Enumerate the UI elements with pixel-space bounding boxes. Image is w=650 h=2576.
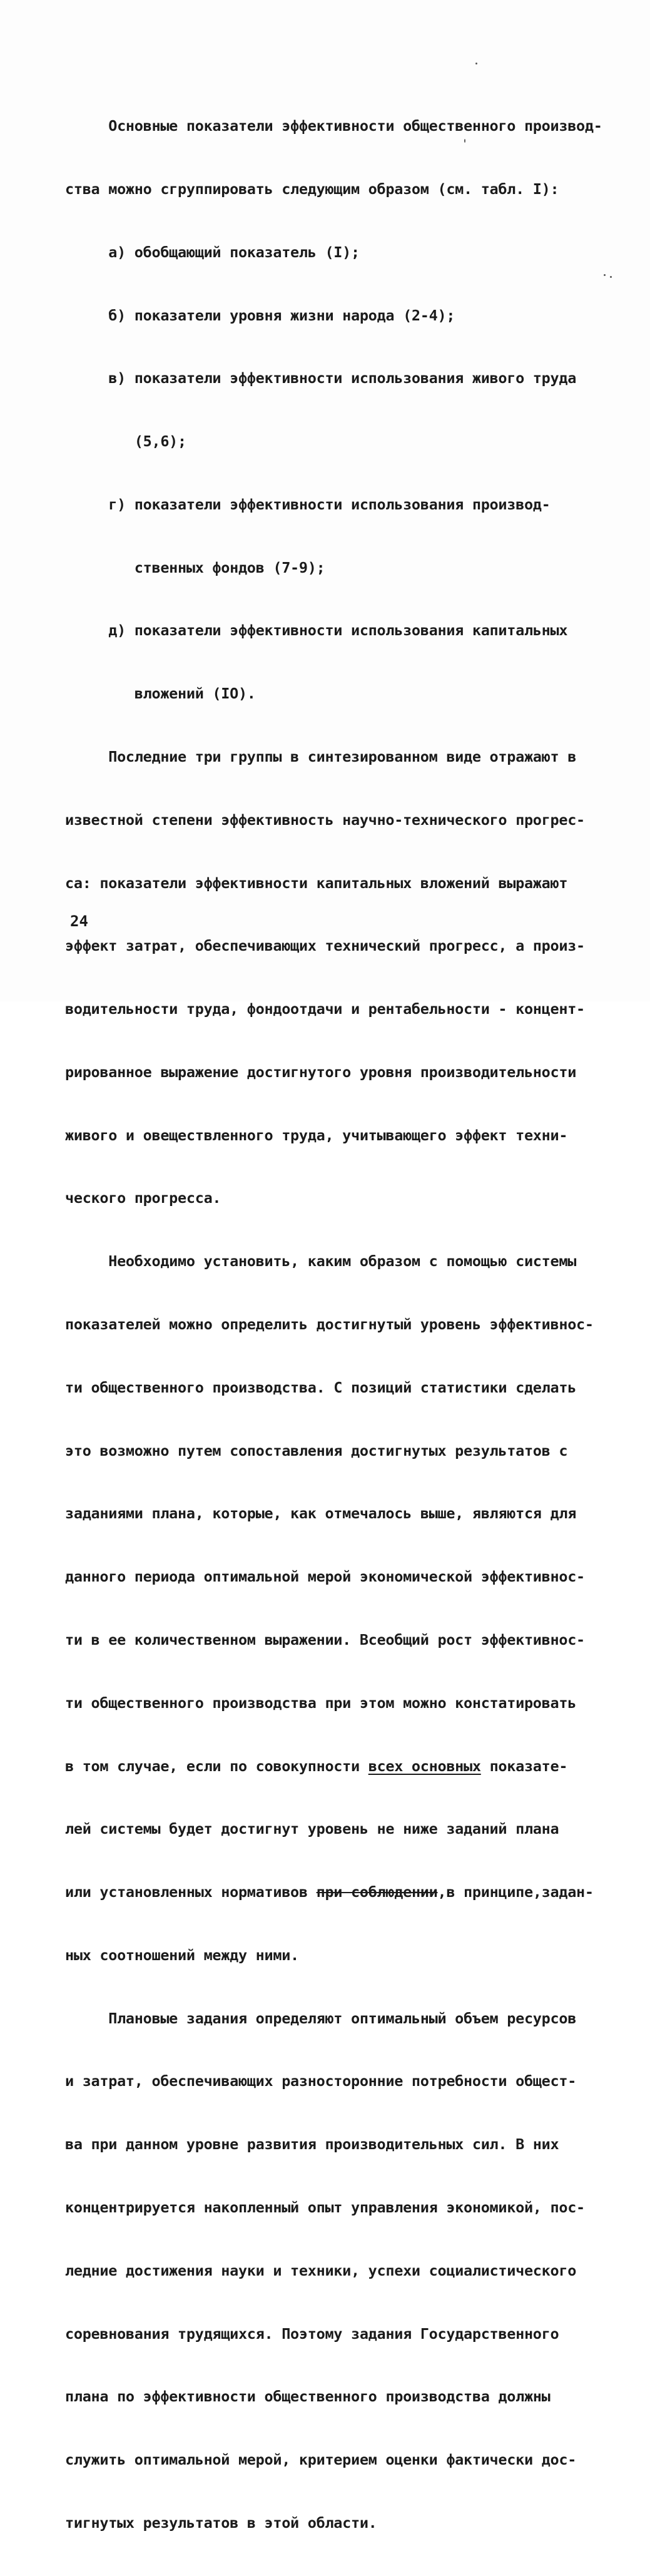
text-line: ти общественного производства. С позиций статистики сделать — [65, 1378, 577, 1396]
text-line: плана по эффективности общественного производства должны — [65, 2388, 551, 2406]
text-line: концентрируется накопленный опыт управления экономикой, пос- — [65, 2198, 585, 2216]
underlined-text: всех основных — [368, 1757, 481, 1775]
text-line: водительности труда, фондоотдачи и рентабельности - концент- — [65, 1000, 585, 1018]
text-line: ства можно сгруппировать следующим образом (см. табл. I): — [65, 180, 559, 198]
text-line: эффект затрат, обеспечивающих технический прогресс, а произ- — [65, 937, 585, 955]
text-line — [65, 1756, 603, 1777]
text-line: Необходимо установить, каким образом с помощью системы — [65, 1252, 577, 1270]
text-fragment: или установленных нормативов — [65, 1883, 317, 1901]
text-line: соревнования трудящихся. Поэтому задания Государственного — [65, 2324, 559, 2343]
list-item-a: а) обобщающий показатель (I); — [65, 243, 360, 261]
text-line: ва при данном уровне развития производительных сил. В них — [65, 2135, 559, 2154]
scan-speck — [610, 276, 612, 278]
text-fragment: ,в принципе,задан- — [437, 1883, 594, 1901]
text-line: данного периода оптимальной мерой экономической эффективнос- — [65, 1568, 585, 1586]
text-line: живого и овеществленного труда, учитывающего эффект техни- — [65, 1126, 568, 1144]
page-number: 24 — [70, 912, 88, 930]
text-line: ти в ее количественном выражении. Всеобщий рост эффективнос- — [65, 1630, 585, 1648]
list-item-d: г) показатели эффективности использования производ- — [65, 495, 551, 513]
list-item-b: б) показатели уровня жизни народа (2-4); — [65, 306, 455, 324]
text-line: Плановые задания определяют оптимальный объем ресурсов — [65, 2009, 577, 2027]
text-fragment: в том случае, если по совокупности — [65, 1757, 368, 1775]
body-text — [65, 74, 603, 2576]
text-line: тигнутых результатов в этой области. — [65, 2513, 377, 2532]
text-line: показателей можно определить достигнутый уровень эффективнос- — [65, 1316, 594, 1334]
list-item-e-cont: вложений (IO). — [65, 685, 256, 703]
text-line: и затрат, обеспечивающих разносторонние потребности общест- — [65, 2072, 577, 2090]
text-line — [65, 1882, 603, 1903]
text-line: известной степени эффективность научно-технического прогрес- — [65, 810, 585, 829]
scan-speck — [475, 63, 477, 64]
text-line: заданиями плана, которые, как отмечалось выше, являются для — [65, 1505, 577, 1523]
text-fragment: показате- — [480, 1757, 568, 1775]
text-line: служить оптимальной мерой, критерием оценки фактически дос- — [65, 2451, 577, 2469]
text-line: ти общественного производства при этом можно констатировать — [65, 1694, 577, 1712]
scan-speck — [464, 139, 465, 143]
text-line: ческого прогресса. — [65, 1189, 221, 1207]
list-item-c-cont: (5,6); — [65, 432, 186, 451]
text-line: рированное выражение достигнутого уровня производительности — [65, 1063, 577, 1081]
struck-text: при соблюдении — [316, 1883, 438, 1901]
scan-speck — [604, 274, 606, 276]
list-item-c: в) показатели эффективности использования живого труда — [65, 369, 577, 387]
text-line: Последние три группы в синтезированном виде отражают в — [65, 748, 577, 765]
list-item-d-cont: ственных фондов (7-9); — [65, 558, 325, 576]
list-item-e: д) показатели эффективности использования капитальных — [65, 621, 568, 640]
text-line: Основные показатели эффективности общественного производ- — [65, 117, 602, 135]
text-line: ледние достижения науки и техники, успехи социалистического — [65, 2261, 577, 2279]
text-line: ных соотношений между ними. — [65, 1946, 299, 1964]
text-line: лей системы будет достигнут уровень не ниже заданий плана — [65, 1820, 559, 1838]
text-line: са: показатели эффективности капитальных вложений выражают — [65, 874, 568, 892]
text-line: это возможно путем сопоставления достигнутых результатов с — [65, 1441, 568, 1459]
